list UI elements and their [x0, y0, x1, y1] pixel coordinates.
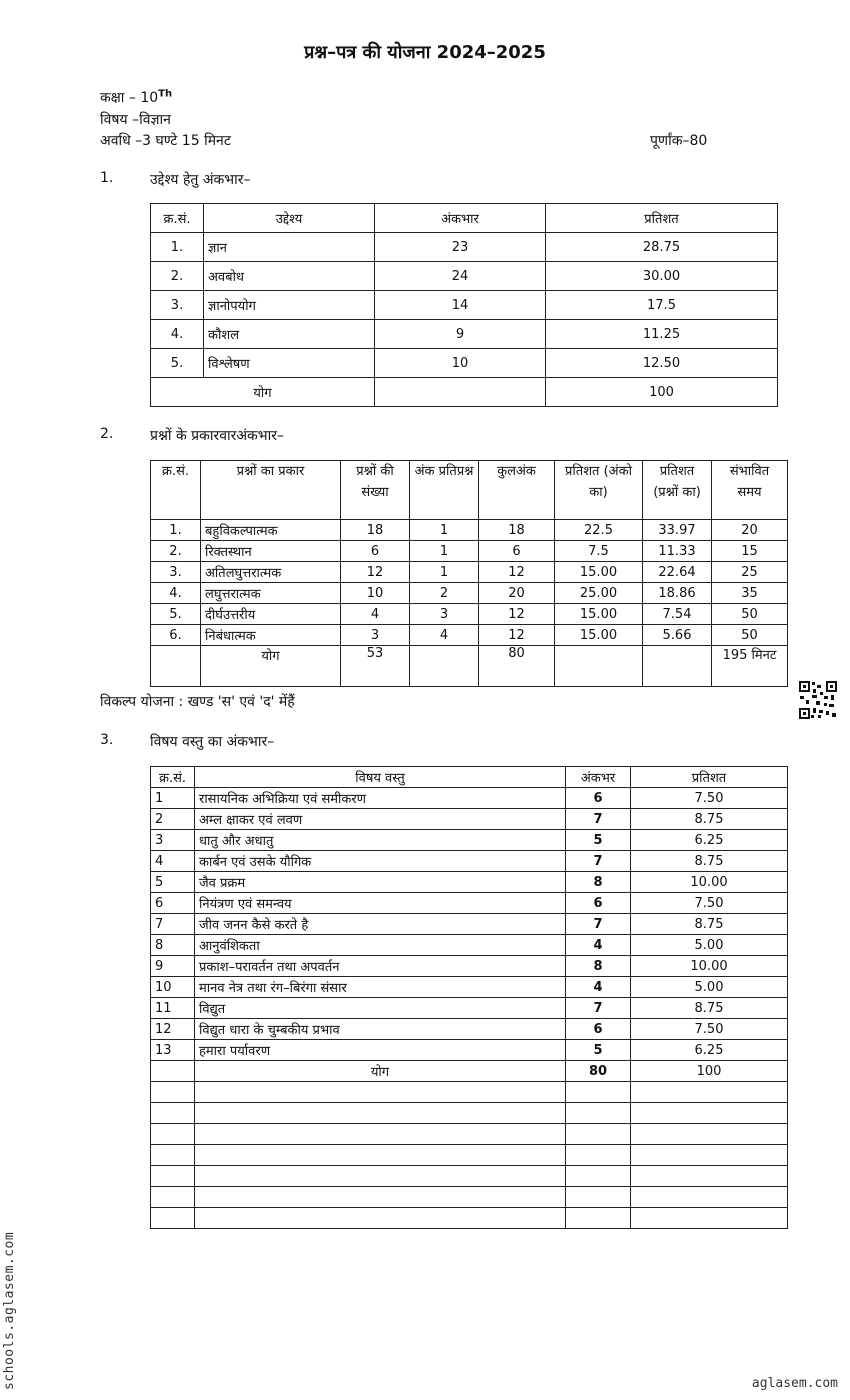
serial-cell: 10 — [151, 977, 195, 998]
marks-cell: 9 — [375, 320, 546, 349]
marks-cell: 7 — [566, 809, 631, 830]
empty-cell — [151, 1124, 195, 1145]
table-cell: 5. — [151, 604, 201, 625]
serial-cell: 5. — [151, 349, 204, 378]
percent-cell: 10.00 — [631, 872, 788, 893]
question-type-cell: रिक्तस्थान — [201, 541, 341, 562]
percent-cell: 8.75 — [631, 914, 788, 935]
table-cell: 20 — [712, 520, 788, 541]
table-cell: 3. — [151, 562, 201, 583]
total-percent-cell: 100 — [546, 378, 778, 407]
section1-number: 1. — [100, 170, 114, 186]
empty-cell — [195, 1208, 566, 1229]
marks-cell: 6 — [566, 893, 631, 914]
table-row — [151, 998, 788, 1019]
section1-heading: उद्देश्य हेतु अंकभार– — [150, 172, 251, 188]
empty-row — [151, 1187, 788, 1208]
empty-row — [151, 1145, 788, 1166]
marks-cell: 6 — [566, 1019, 631, 1040]
serial-cell: 8 — [151, 935, 195, 956]
serial-cell: 4 — [151, 851, 195, 872]
table-cell: 18 — [341, 520, 410, 541]
marks-cell: 7 — [566, 914, 631, 935]
empty-cell — [566, 1103, 631, 1124]
class-label: कक्षा – 10 — [100, 90, 159, 106]
total-label-cell: योग — [151, 378, 375, 407]
topic-cell: जीव जनन कैसे करते है — [195, 914, 566, 935]
table-cell: 15 — [712, 541, 788, 562]
header-cell: प्रतिशत — [546, 204, 778, 233]
header-cell: विषय वस्तु — [195, 767, 566, 788]
serial-cell: 11 — [151, 998, 195, 1019]
percent-cell: 5.00 — [631, 977, 788, 998]
table-cell: 33.97 — [643, 520, 712, 541]
total-marks-cell: 80 — [566, 1061, 631, 1082]
objective-cell: ज्ञान — [204, 233, 375, 262]
table-cell: 12 — [479, 625, 555, 646]
percent-cell: 7.50 — [631, 893, 788, 914]
table-row — [151, 935, 788, 956]
topic-cell: अम्ल क्षाकर एवं लवण — [195, 809, 566, 830]
empty-cell — [555, 646, 643, 687]
percent-cell: 12.50 — [546, 349, 778, 378]
table-row — [151, 562, 788, 583]
percent-cell: 8.75 — [631, 809, 788, 830]
table-cell: 7.54 — [643, 604, 712, 625]
percent-cell: 30.00 — [546, 262, 778, 291]
table-cell: 22.5 — [555, 520, 643, 541]
empty-cell — [151, 1082, 195, 1103]
percent-cell: 7.50 — [631, 788, 788, 809]
table-cell: 1 — [410, 541, 479, 562]
topic-cell: आनुवंशिकता — [195, 935, 566, 956]
percent-cell: 8.75 — [631, 851, 788, 872]
marks-cell: 14 — [375, 291, 546, 320]
topic-cell: मानव नेत्र तथा रंग–बिरंगा संसार — [195, 977, 566, 998]
table-cell: 5.66 — [643, 625, 712, 646]
serial-cell: 3. — [151, 291, 204, 320]
objective-cell: ज्ञानोपयोग — [204, 291, 375, 320]
total-label-cell: योग — [195, 1061, 566, 1082]
table-cell: 15.00 — [555, 625, 643, 646]
marks-cell: 10 — [375, 349, 546, 378]
table-cell: 50 — [712, 625, 788, 646]
table-cell: 35 — [712, 583, 788, 604]
marks-cell: 5 — [566, 1040, 631, 1061]
empty-cell — [151, 1145, 195, 1166]
table-row — [151, 233, 778, 262]
empty-cell — [566, 1082, 631, 1103]
table-row — [151, 604, 788, 625]
objective-cell: विश्लेषण — [204, 349, 375, 378]
percent-cell: 7.50 — [631, 1019, 788, 1040]
marks-cell: 5 — [566, 830, 631, 851]
bottom-watermark: aglasem.com — [751, 1376, 838, 1391]
marks-cell: 7 — [566, 998, 631, 1019]
total-label-cell: योग — [201, 646, 341, 687]
empty-cell — [151, 1103, 195, 1124]
qr-code — [798, 680, 838, 720]
table-header-row — [151, 461, 788, 520]
table-row — [151, 520, 788, 541]
topic-cell: जैव प्रक्रम — [195, 872, 566, 893]
topic-cell: हमारा पर्यावरण — [195, 1040, 566, 1061]
empty-cell — [631, 1103, 788, 1124]
total-count-cell: 53 — [341, 646, 410, 687]
table-cell: 4 — [410, 625, 479, 646]
percent-cell: 6.25 — [631, 1040, 788, 1061]
marks-cell: 24 — [375, 262, 546, 291]
empty-cell — [151, 1166, 195, 1187]
marks-cell: 8 — [566, 956, 631, 977]
percent-cell: 11.25 — [546, 320, 778, 349]
serial-cell: 9 — [151, 956, 195, 977]
empty-cell — [566, 1187, 631, 1208]
table-row — [151, 872, 788, 893]
empty-cell — [195, 1187, 566, 1208]
topic-cell: धातु और अधातु — [195, 830, 566, 851]
question-type-cell: बहुविकल्पात्मक — [201, 520, 341, 541]
header-cell: क्र.सं. — [151, 204, 204, 233]
serial-cell: 3 — [151, 830, 195, 851]
total-marks: पूर्णांक–80 — [650, 133, 708, 149]
header-cell: प्रश्नों का प्रकार — [201, 461, 341, 520]
marks-cell: 7 — [566, 851, 631, 872]
table-cell: 20 — [479, 583, 555, 604]
section3-number: 3. — [100, 732, 114, 748]
table-row — [151, 349, 778, 378]
table-cell: 3 — [410, 604, 479, 625]
table-cell: 2 — [410, 583, 479, 604]
duration-line: अवधि –3 घण्टे 15 मिनट — [100, 133, 231, 149]
table-cell: 25 — [712, 562, 788, 583]
table-cell: 12 — [479, 604, 555, 625]
percent-cell: 10.00 — [631, 956, 788, 977]
topic-cell: कार्बन एवं उसके यौगिक — [195, 851, 566, 872]
header-cell: संभावित समय — [712, 461, 788, 520]
table-row — [151, 1019, 788, 1040]
empty-cell — [631, 1082, 788, 1103]
table-row — [151, 914, 788, 935]
table-cell: 12 — [479, 562, 555, 583]
section2-heading: प्रश्नों के प्रकारवारअंकभार– — [150, 428, 284, 444]
section2-number: 2. — [100, 426, 114, 442]
serial-cell: 6 — [151, 893, 195, 914]
header-cell: क्र.सं. — [151, 767, 195, 788]
topic-cell: प्रकाश–परावर्तन तथा अपवर्तन — [195, 956, 566, 977]
option-note: विकल्प योजना : खण्ड 'स' एवं 'द' मेंहैं — [100, 694, 295, 710]
percent-cell: 17.5 — [546, 291, 778, 320]
table-cell: 11.33 — [643, 541, 712, 562]
table-cell: 22.64 — [643, 562, 712, 583]
empty-cell — [631, 1166, 788, 1187]
table-row — [151, 893, 788, 914]
marks-cell: 23 — [375, 233, 546, 262]
table-row — [151, 830, 788, 851]
question-type-cell: अतिलघुत्तरात्मक — [201, 562, 341, 583]
empty-row — [151, 1208, 788, 1229]
empty-cell — [631, 1145, 788, 1166]
total-percent-cell: 100 — [631, 1061, 788, 1082]
table-cell: 12 — [341, 562, 410, 583]
table-header-row — [151, 767, 788, 788]
serial-cell: 2 — [151, 809, 195, 830]
percent-cell: 8.75 — [631, 998, 788, 1019]
subject-line: विषय –विज्ञान — [100, 112, 171, 128]
table-cell: 1 — [410, 520, 479, 541]
header-cell: प्रतिशत (अंको का) — [555, 461, 643, 520]
objective-cell: कौशल — [204, 320, 375, 349]
marks-cell: 4 — [566, 977, 631, 998]
serial-cell: 1 — [151, 788, 195, 809]
table-cell: 6 — [479, 541, 555, 562]
table-cell: 18.86 — [643, 583, 712, 604]
table-row — [151, 977, 788, 998]
class-line — [100, 88, 172, 107]
topic-cell: विद्युत — [195, 998, 566, 1019]
objective-cell: अवबोध — [204, 262, 375, 291]
empty-row — [151, 1166, 788, 1187]
table-cell: 1 — [410, 562, 479, 583]
empty-cell — [151, 1187, 195, 1208]
empty-cell — [566, 1145, 631, 1166]
table-row — [151, 320, 778, 349]
empty-row — [151, 1082, 788, 1103]
total-marks-cell: 80 — [479, 646, 555, 687]
topic-cell: रासायनिक अभिक्रिया एवं समीकरण — [195, 788, 566, 809]
header-cell: कुलअंक — [479, 461, 555, 520]
empty-cell — [631, 1208, 788, 1229]
table-cell: 6 — [341, 541, 410, 562]
empty-cell — [151, 1208, 195, 1229]
topic-cell: विद्युत धारा के चुम्बकीय प्रभाव — [195, 1019, 566, 1040]
table-row — [151, 788, 788, 809]
marks-cell: 4 — [566, 935, 631, 956]
table-row — [151, 291, 778, 320]
header-cell: प्रतिशत (प्रश्नों का) — [643, 461, 712, 520]
table-row — [151, 541, 788, 562]
header-cell: अंकभर — [566, 767, 631, 788]
header-cell: क्र.सं. — [151, 461, 201, 520]
empty-cell — [151, 646, 201, 687]
table-row — [151, 851, 788, 872]
side-watermark — [2, 1200, 32, 1390]
table-cell: 1. — [151, 520, 201, 541]
page-title: प्रश्न–पत्र की योजना 2024–2025 — [304, 42, 546, 63]
table-cell: 18 — [479, 520, 555, 541]
table-cell: 3 — [341, 625, 410, 646]
table-cell: 7.5 — [555, 541, 643, 562]
question-type-table — [150, 460, 788, 687]
table-cell: 25.00 — [555, 583, 643, 604]
table-cell: 50 — [712, 604, 788, 625]
side-watermark-text: schools.aglasem.com — [2, 1231, 17, 1390]
empty-cell — [631, 1124, 788, 1145]
empty-cell — [195, 1145, 566, 1166]
empty-cell — [643, 646, 712, 687]
serial-cell: 1. — [151, 233, 204, 262]
total-row — [151, 1061, 788, 1082]
empty-cell — [195, 1124, 566, 1145]
content-weightage-table — [150, 766, 788, 1229]
table-cell: 15.00 — [555, 604, 643, 625]
table-cell: 4. — [151, 583, 201, 604]
empty-cell — [410, 646, 479, 687]
empty-cell — [566, 1166, 631, 1187]
section3-heading: विषय वस्तु का अंकभार– — [150, 734, 275, 750]
serial-cell: 7 — [151, 914, 195, 935]
objective-weightage-table — [150, 203, 778, 407]
table-row — [151, 262, 778, 291]
empty-cell — [375, 378, 546, 407]
empty-cell — [195, 1103, 566, 1124]
empty-cell — [631, 1187, 788, 1208]
empty-cell — [566, 1124, 631, 1145]
empty-row — [151, 1103, 788, 1124]
total-row — [151, 646, 788, 687]
class-superscript: Th — [158, 88, 173, 100]
marks-cell: 6 — [566, 788, 631, 809]
percent-cell: 28.75 — [546, 233, 778, 262]
table-cell: 6. — [151, 625, 201, 646]
serial-cell: 13 — [151, 1040, 195, 1061]
empty-row — [151, 1124, 788, 1145]
table-row — [151, 1040, 788, 1061]
question-type-cell: दीर्घउत्तरीय — [201, 604, 341, 625]
empty-cell — [195, 1082, 566, 1103]
empty-cell — [566, 1208, 631, 1229]
table-row — [151, 956, 788, 977]
marks-cell: 8 — [566, 872, 631, 893]
question-type-cell: लघुत्तरात्मक — [201, 583, 341, 604]
total-row — [151, 378, 778, 407]
percent-cell: 6.25 — [631, 830, 788, 851]
serial-cell: 12 — [151, 1019, 195, 1040]
table-cell: 4 — [341, 604, 410, 625]
serial-cell: 4. — [151, 320, 204, 349]
header-cell: अंक प्रतिप्रश्न — [410, 461, 479, 520]
topic-cell: नियंत्रण एवं समन्वय — [195, 893, 566, 914]
table-cell: 2. — [151, 541, 201, 562]
header-cell: उद्देश्य — [204, 204, 375, 233]
empty-cell — [195, 1166, 566, 1187]
table-row — [151, 625, 788, 646]
table-cell: 10 — [341, 583, 410, 604]
percent-cell: 5.00 — [631, 935, 788, 956]
table-cell: 15.00 — [555, 562, 643, 583]
question-type-cell: निबंधात्मक — [201, 625, 341, 646]
serial-cell: 5 — [151, 872, 195, 893]
table-header-row — [151, 204, 778, 233]
serial-cell: 2. — [151, 262, 204, 291]
table-row — [151, 583, 788, 604]
empty-cell — [151, 1061, 195, 1082]
table-row — [151, 809, 788, 830]
header-cell: प्रश्नों की संख्या — [341, 461, 410, 520]
total-time-cell: 195 मिनट — [712, 646, 788, 687]
header-cell: अंकभार — [375, 204, 546, 233]
header-cell: प्रतिशत — [631, 767, 788, 788]
